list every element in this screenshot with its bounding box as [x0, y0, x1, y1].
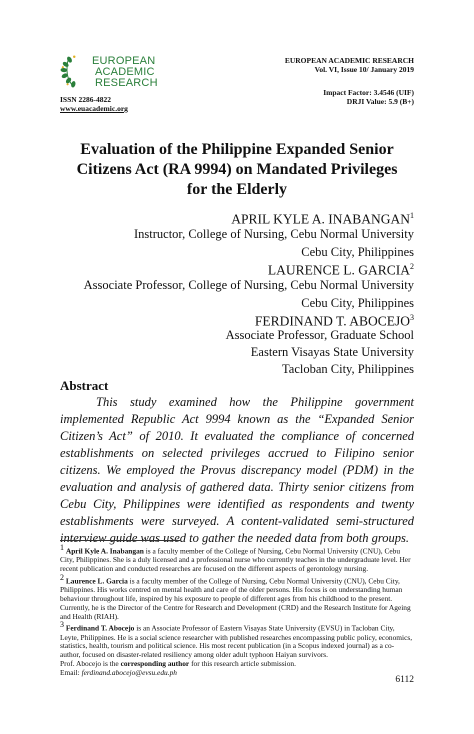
logo-line-3: RESEARCH [95, 77, 158, 89]
paper-title: Evaluation of the Philippine Expanded Senior Citizens Act (RA 9994) on Mandated Privileges for the Elderly [76, 141, 398, 198]
drji-value: DRJI Value: 5.9 (B+) [346, 97, 414, 106]
footnote-2: $^2$ Laurence L. Garcia is a faculty member of the College of Nursing, Cebu Normal University (CNU), Cebu City, Philippines. His works centred on mental health and care of the older persons. His focus is on understanding human behaviour throughout life, inspired by his exposure to people of different ages from his childhood to the present. Currently, he is the Director of the Centre for Research and Development (CRD) and the Research Institute for Ageing and Health (RIAH). [60, 572, 411, 621]
abstract-text: This study examined how the Philippine government implemented Republic Act 9994 known as the “Expanded Senior Citizen’s Act” of 2010. It evaluated the compliance of concerned establishments on selected privileges accrued to Filipino senior citizens. We employed the Provus discrepancy model (PDM) in the evaluation and analysis of gathered data. Thirty senior citizens from Cebu City, Philippines were identified as respondents and twenty establishments were surveyed. A content-validated semi-structured interview guide was used to gather the needed data from both groups. [60, 395, 414, 545]
footnote-divider [60, 540, 180, 541]
author-name-3: FERDINAND T. ABOCEJO$^3$ [254, 313, 414, 329]
website-link[interactable]: www.euacademic.org [60, 104, 128, 113]
page-number: 6112 [395, 675, 414, 685]
footnote-3: $^3$ Ferdinand T. Abocejo is an Associate Professor of Eastern Visayas State University (EVSU) in Tacloban City, Leyte, Philippines. He is a social science researcher with published researches encompassing public policy, economics, statistics, health, tourism and political science. His most recent publication (in a Scopus indexed journal) as a co-author, focused on disaster-related resiliency among older adult typhoon Haiyan survivors. [60, 620, 413, 660]
email-link[interactable]: ferdinand.abocejo@evsu.edu.ph [81, 667, 177, 677]
impact-factor: Impact Factor: 3.4546 (UIF) [323, 88, 414, 97]
journal-name: EUROPEAN ACADEMIC RESEARCH [284, 56, 414, 65]
author-affiliation-1b: Cebu City, Philippines [301, 245, 414, 259]
issn-label: ISSN 2286-4822 [60, 95, 112, 104]
footnote-email: Email: ferdinand.abocejo@evsu.edu.ph [60, 667, 177, 677]
journal-info [285, 56, 414, 74]
journal-logo [60, 50, 170, 96]
journal-volume: Vol. VI, Issue 10/ January 2019 [314, 65, 414, 74]
author-affiliation-1a: Instructor, College of Nursing, Cebu Normal University [133, 227, 414, 241]
abstract-heading: Abstract [60, 378, 109, 393]
logo-line-1: EUROPEAN [92, 55, 156, 67]
author-affiliation-3c: Tacloban City, Philippines [282, 362, 414, 376]
impact-info [323, 88, 414, 106]
footnotes [60, 544, 414, 678]
author-affiliation-2a: Associate Professor, College of Nursing, Cebu Normal University [83, 278, 414, 292]
author-affiliation-2b: Cebu City, Philippines [301, 296, 414, 310]
author-affiliation-3b: Eastern Visayas State University [250, 345, 414, 359]
logo-line-2: ACADEMIC [95, 66, 155, 78]
footnote-1: $^1$ April Kyle A. Inabangan is a faculty member of the College of Nursing, Cebu Normal University (CNU), Cebu City, Philippines. She is a duly licensed and a professional nurse who currently teaches in the undergraduate level. Her recent publication and conducted researches are focused on the different aspects of gerontology nursing. [60, 543, 411, 574]
author-name-1: APRIL KYLE A. INABANGAN$^1$ [231, 211, 414, 227]
author-name-2: LAURENCE L. GARCIA$^2$ [267, 262, 414, 278]
author-affiliation-3a: Associate Professor, Graduate School [225, 328, 414, 342]
footnote-corresponding: Prof. Abocejo is the corresponding author for this research article submission. [60, 658, 296, 668]
